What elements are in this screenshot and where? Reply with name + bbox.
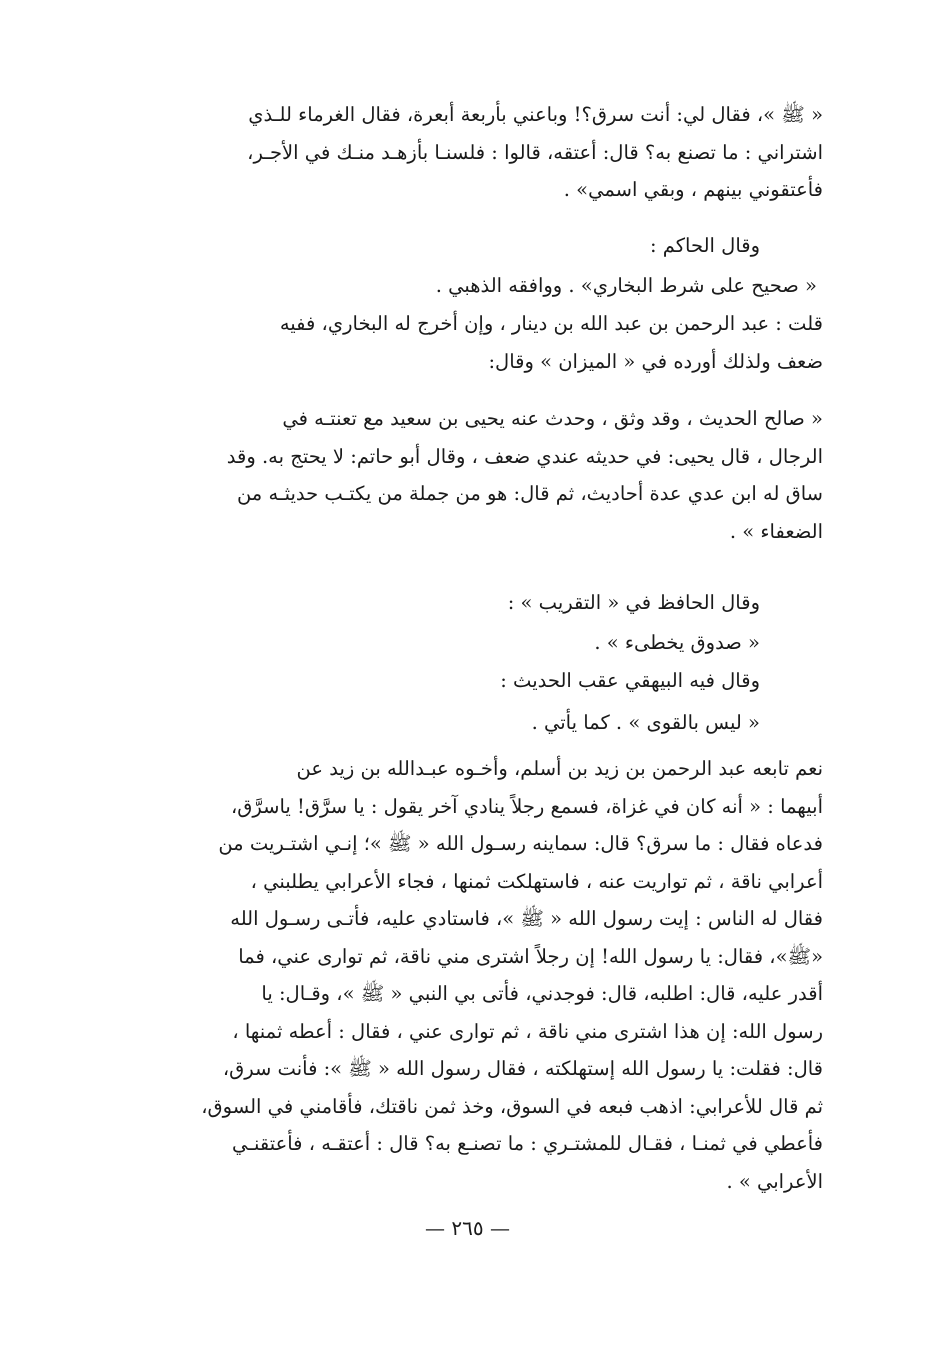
text-line: أقدر عليه، قال: اطلبه، قال: فوجدني، فأتى بي النبي « ﷺ »، وقـال: يا [261, 982, 823, 1005]
text-line: أعرابي ناقة ، ثم تواريت عنه ، فاستهلكت ثمنها ، فجاء الأعرابي يطلبني ، [250, 869, 823, 893]
text-line: الرجال ، قال يحيى: في حديثه عندي ضعف ، وقال أبو حاتم: لا يحتج به. وقد [226, 444, 823, 468]
text-line: قال: فقلت: يا رسول الله إستهلكته ، فقال رسول الله « ﷺ »: فأنت سرق، [222, 1057, 823, 1080]
paragraph-3 [115, 400, 823, 550]
text-line: فأعطي في ثمنـا ، فقـال للمشتـري : ما تصنـع به؟ قال : أعتقـه ، فأعتقنـي [232, 1132, 823, 1155]
page-number: — ٢٦٥ — [425, 1216, 510, 1240]
text-line: نعم تابعه عبد الرحمن بن زيد بن أسلم، وأخـوه عبـدالله بن زيد عن [296, 757, 823, 780]
text-line: أبيهما : « أنه كان في غزاة، فسمع رجلاً ينادي آخر يقول : يا سرَّق! ياسرَّق، [230, 794, 823, 818]
text-line: قلت : عبد الرحمن بن عبد الله بن دينار ، وإن أخرج له البخاري، ففيه [279, 312, 823, 335]
text-line: « ﷺ »، فقال لي: أنت سرق؟! وباعني بأربعة أبعرة، فقال الغرماء للـذي [248, 103, 823, 126]
text-line: ساق له ابن عدي عدة أحاديث، ثم قال: هو من جملة من يكتـب حديثـه من [236, 482, 823, 505]
text-line: اشتراني : ما تصنع به؟ قال: أعتقه، قالوا : فلسنـا بأزهـد منـك في الأجـر، [247, 140, 823, 164]
text-line: فقال له الناس : إيت رسول الله « ﷺ »، فاستادي عليه، فأتـى رسـول الله [230, 907, 823, 930]
text-line: فدعاه فقال : ما سرق؟ قال: سماينه رسـول الله « ﷺ »؛ إنـي اشتـريت من [218, 832, 823, 855]
line-laysa: « ليس بالقوى » . كما يأتي . [531, 711, 760, 734]
text-line: «ﷺ»، فقال: يا رسول الله! إن رجلاً اشترى مني ناقة، ثم توارى عني، فما [238, 944, 823, 968]
line-bayhaqi: وقال فيه البيهقي عقب الحديث : [500, 669, 760, 692]
text-line: « صالح الحديث ، وقد وثق ، وحدث عنه يحيى بن سعيد مع تعنتـه في [282, 407, 823, 430]
text-line: الضعفاء » . [729, 519, 823, 543]
text-line: ضعف ولذلك أورده في « الميزان » وقال: [488, 349, 823, 373]
paragraph-1 [115, 96, 823, 209]
text-line: رسول الله: إن هذا اشترى مني ناقة ، ثم توارى عني ، فقال : أعطه ثمنها ، [232, 1019, 823, 1043]
text-line: فأعتقوني بينهم ، وبقي اسمي» . [563, 178, 823, 201]
paragraph-4 [115, 750, 823, 1200]
line-saduq: « صدوق يخطىء » . [594, 631, 760, 654]
line-hafiz: وقال الحافظ في « التقريب » : [507, 591, 760, 614]
paragraph-2 [115, 305, 823, 380]
text-line: الأعرابي » . [726, 1169, 823, 1193]
line-sahih: « صحيح على شرط البخاري» . ووافقه الذهبي . [435, 274, 817, 297]
line-hakim: وقال الحاكم : [650, 234, 760, 257]
text-line: ثم قال للأعرابي: اذهب فبعه في السوق، وخذ ثمن ناقتك، فأقامني في السوق، [201, 1094, 823, 1118]
